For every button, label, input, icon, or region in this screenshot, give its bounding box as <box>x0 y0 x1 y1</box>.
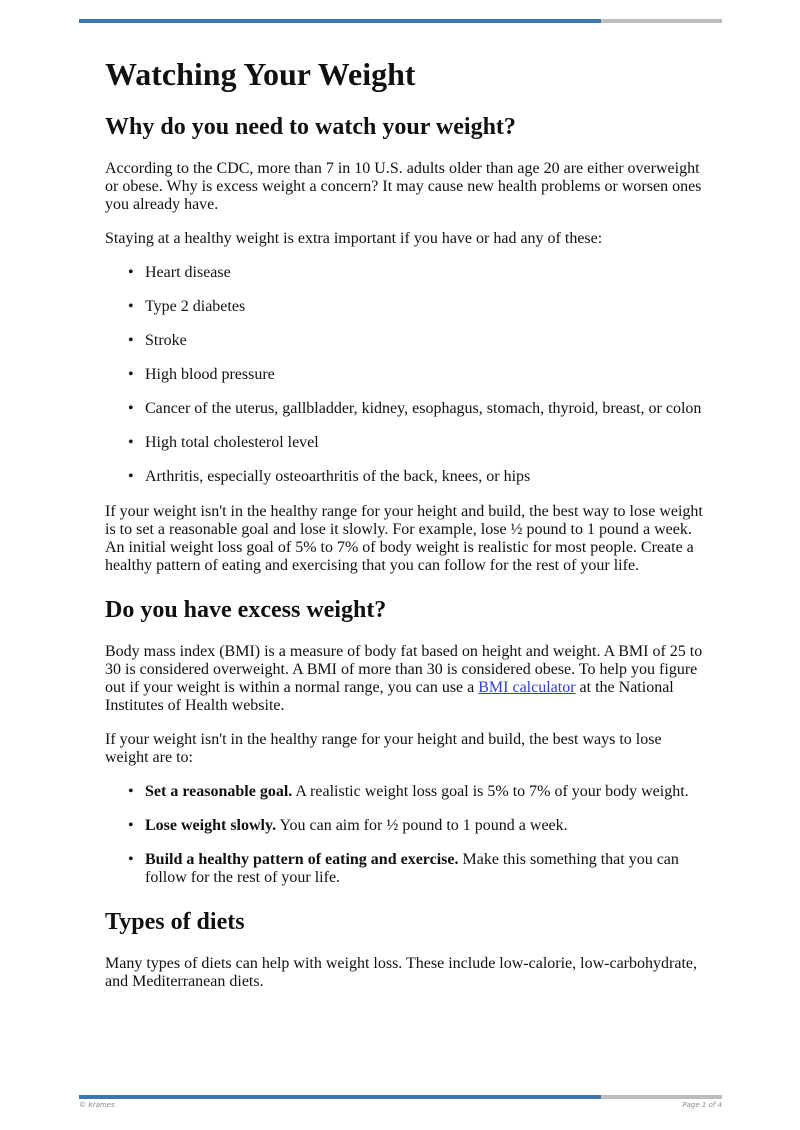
paragraph-diet-types: Many types of diets can help with weight loss. These include low-calorie, low-carbohydrate, and Mediterranean diets. <box>105 955 697 990</box>
list-item: • Arthritis, especially osteoarthritis of the back, knees, or hips <box>128 468 531 485</box>
footer-bar-remainder <box>601 1095 722 1099</box>
bullet-icon: • <box>128 468 134 485</box>
bullet-icon: • <box>128 434 134 451</box>
header-progress-bar <box>79 19 722 23</box>
header-bar-remainder <box>601 19 722 23</box>
list-item: • Cancer of the uterus, gallbladder, kidney, esophagus, stomach, thyroid, breast, or colon <box>128 400 702 417</box>
footer-copyright: © Krames <box>79 1101 115 1109</box>
page-title: Watching Your Weight <box>105 56 416 92</box>
bullet-icon: • <box>128 366 134 383</box>
bullet-icon: • <box>128 332 134 349</box>
list-item: • Type 2 diabetes <box>128 298 246 315</box>
bullet-icon: • <box>128 783 134 800</box>
bmi-calculator-link[interactable]: BMI calculator <box>478 679 576 696</box>
section-heading-types-of-diets: Types of diets <box>105 909 245 935</box>
bullet-icon: • <box>128 817 134 834</box>
footer-bar-accent <box>79 1095 601 1099</box>
paragraph-lose-slowly: If your weight isn't in the healthy range for your height and build, the best way to lose weight is to set a reasonable goal and lose it slowly. For example, lose ½ pound to 1 pound a week. An initial weight loss goal of 5% to 7% of body weight is realistic for most people. Create a healthy pattern of eating and exercising that you can follow for the rest of your life. <box>105 503 703 574</box>
bullet-icon: • <box>128 264 134 281</box>
list-item: • Set a reasonable goal. A realistic weight loss goal is 5% to 7% of your body weight. <box>128 783 689 800</box>
paragraph-best-ways-intro: If your weight isn't in the healthy range for your height and build, the best ways to lose weight are to: <box>105 731 662 766</box>
paragraph-healthy-weight-intro: Staying at a healthy weight is extra important if you have or had any of these: <box>105 230 603 247</box>
list-item: • High blood pressure <box>128 366 275 383</box>
conditions-list <box>105 264 705 486</box>
section-heading-excess-weight: Do you have excess weight? <box>105 597 387 623</box>
section-heading-why-watch: Why do you need to watch your weight? <box>105 114 516 140</box>
list-item: • Lose weight slowly. You can aim for ½ pound to 1 pound a week. <box>128 817 568 834</box>
paragraph-cdc-stats: According to the CDC, more than 7 in 10 U.S. adults older than age 20 are either overweight or obese. Why is excess weight a concern? It may cause new health problems or worsen ones you already have. <box>105 160 702 213</box>
list-item: • High total cholesterol level <box>128 434 319 451</box>
paragraph-bmi: Body mass index (BMI) is a measure of body fat based on height and weight. A BMI of 25 to 30 is considered overweight. A BMI of more than 30 is considered obese. To help you figure out if your weight is within a normal range, you can use a BMI calculator at the National Institutes of Health website. <box>105 643 703 714</box>
bullet-icon: • <box>128 400 134 417</box>
footer-page-indicator: Page 1 of 4 <box>682 1101 722 1109</box>
list-item: • Build a healthy pattern of eating and exercise. Make this something that you can follow for the rest of your life. <box>128 851 679 886</box>
weight-loss-tips-list <box>105 783 705 887</box>
list-item: • Heart disease <box>128 264 231 281</box>
bullet-icon: • <box>128 298 134 315</box>
header-bar-accent <box>79 19 601 23</box>
list-item: • Stroke <box>128 332 187 349</box>
bullet-icon: • <box>128 851 134 868</box>
document-content <box>105 52 705 1007</box>
footer-progress-bar <box>79 1095 722 1099</box>
